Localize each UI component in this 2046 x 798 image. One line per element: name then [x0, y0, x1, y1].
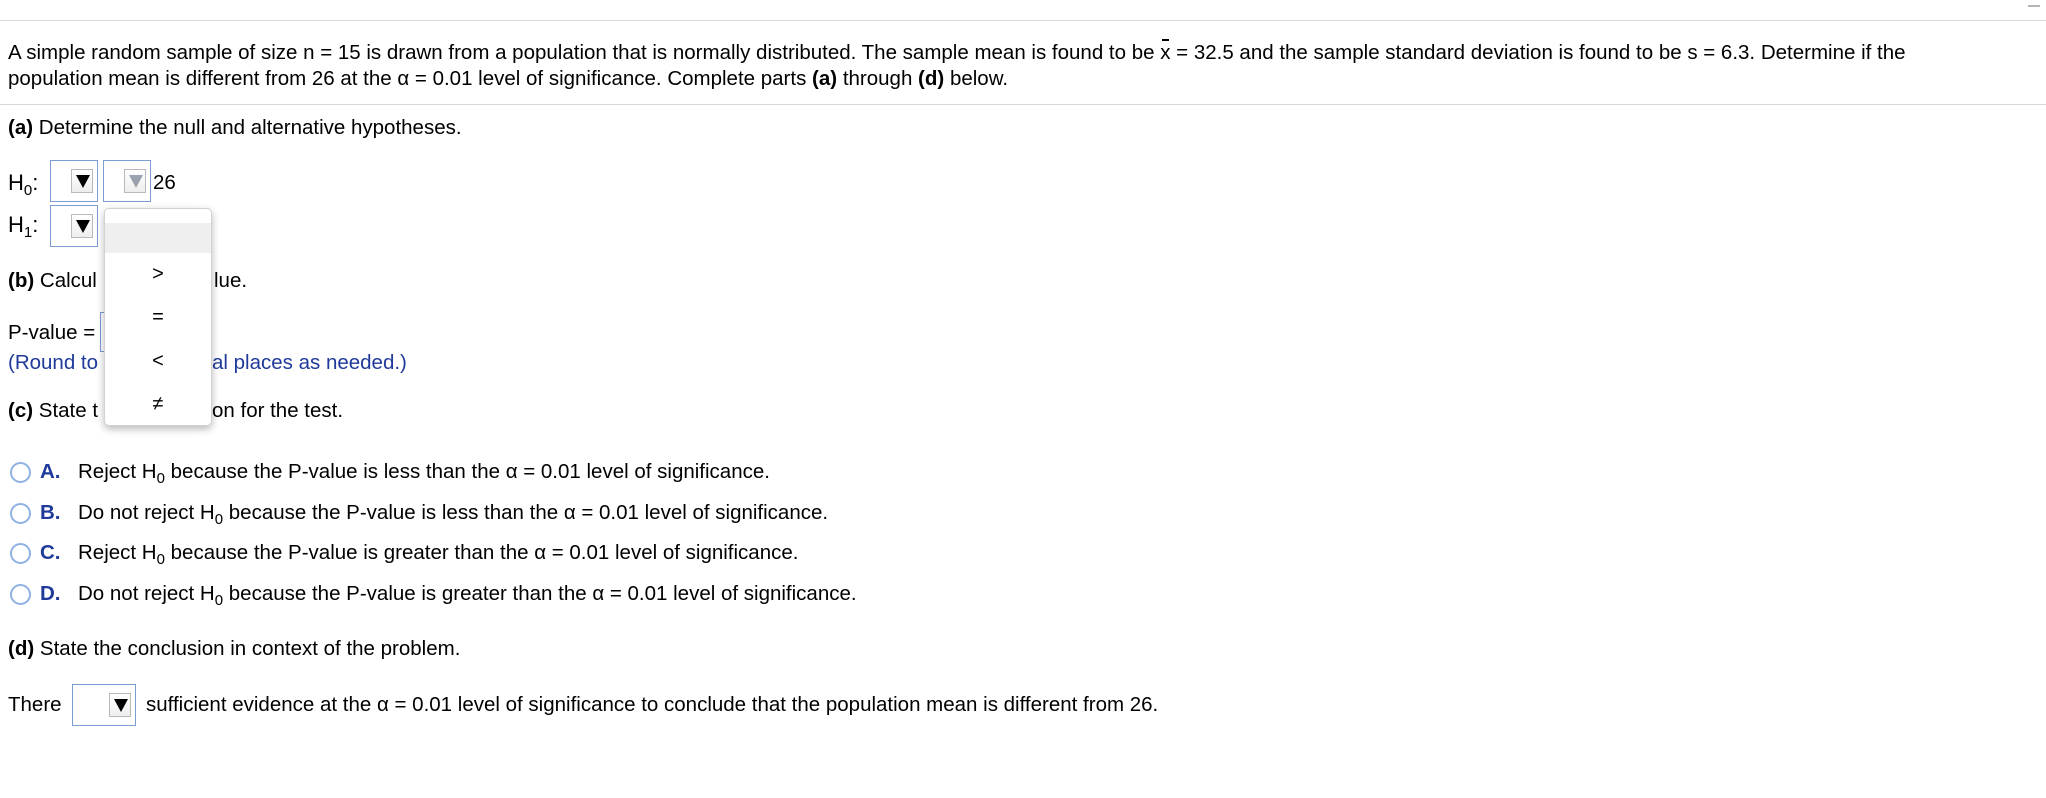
menu-option-not-equal[interactable]: ≠ [152, 393, 164, 415]
x-bar-symbol: x [1160, 41, 1171, 64]
part-c-heading-right: on for the test. [212, 399, 344, 422]
part-b-heading-left: (b) Calcul [8, 269, 97, 292]
option-d-radio[interactable] [10, 584, 31, 605]
question-divider [0, 104, 2046, 105]
option-d-text[interactable]: Do not reject $H_0$ because the P-value is greater than the α = 0.01 level of significance. [78, 582, 857, 609]
conclusion-dropdown[interactable] [72, 684, 136, 726]
top-divider [0, 20, 2046, 21]
option-c-radio[interactable] [10, 543, 31, 564]
chevron-down-icon [71, 214, 93, 238]
menu-option-greater[interactable]: > [152, 263, 164, 285]
conclusion-post: sufficient evidence at the α = 0.01 level of significance to conclude that the population mean is different from 26. [146, 693, 1159, 716]
option-b-text[interactable]: Do not reject $H_0$ because the P-value is less than the α = 0.01 level of significance. [78, 501, 829, 528]
p-value-label: P-value = [8, 321, 96, 344]
chevron-down-icon [109, 693, 131, 717]
h1-label: $H_1$: [8, 212, 39, 241]
option-d-letter[interactable]: D. [40, 582, 61, 605]
chevron-down-icon [71, 169, 93, 193]
chevron-down-icon [124, 169, 146, 193]
option-a-letter[interactable]: A. [40, 460, 61, 483]
menu-option-less[interactable]: < [152, 350, 164, 372]
h0-operator-dropdown[interactable] [103, 160, 151, 202]
round-instruction-right: al places as needed.) [212, 351, 407, 374]
part-b-heading-right: lue. [214, 269, 248, 292]
corner-mark [2028, 0, 2040, 7]
option-c-text[interactable]: Reject $H_0$ because the P-value is greater than the α = 0.01 level of significance. [78, 541, 799, 568]
part-a-heading: (a) Determine the null and alternative hypotheses. [8, 116, 462, 139]
conclusion-pre: There [8, 693, 62, 716]
option-a-text[interactable]: Reject $H_0$ because the P-value is less than the α = 0.01 level of significance. [78, 460, 770, 487]
h1-parameter-dropdown[interactable] [50, 205, 98, 247]
h0-value: 26 [153, 171, 176, 194]
menu-option-equal[interactable]: = [152, 306, 164, 328]
h0-label: $H_0$: [8, 170, 39, 199]
option-b-radio[interactable] [10, 503, 31, 524]
option-c-letter[interactable]: C. [40, 541, 61, 564]
question-line-1: A simple random sample of size n = 15 is drawn from a population that is normally distributed. The sample mean is found to be x = 32.5 and the sample standard deviation is found to be s = 6.3. Determine if the [8, 41, 1906, 64]
round-instruction-left: (Round to [8, 351, 99, 374]
option-a-radio[interactable] [10, 462, 31, 483]
operator-dropdown-menu [104, 208, 212, 426]
question-line-2: population mean is different from 26 at the α = 0.01 level of significance. Complete parts (a) through (d) below. [8, 67, 1009, 90]
h0-parameter-dropdown[interactable] [50, 160, 98, 202]
option-b-letter[interactable]: B. [40, 501, 61, 524]
part-c-heading-left: (c) State t [8, 399, 99, 422]
part-d-heading: (d) State the conclusion in context of the problem. [8, 637, 461, 660]
menu-option-blank[interactable] [105, 223, 211, 253]
